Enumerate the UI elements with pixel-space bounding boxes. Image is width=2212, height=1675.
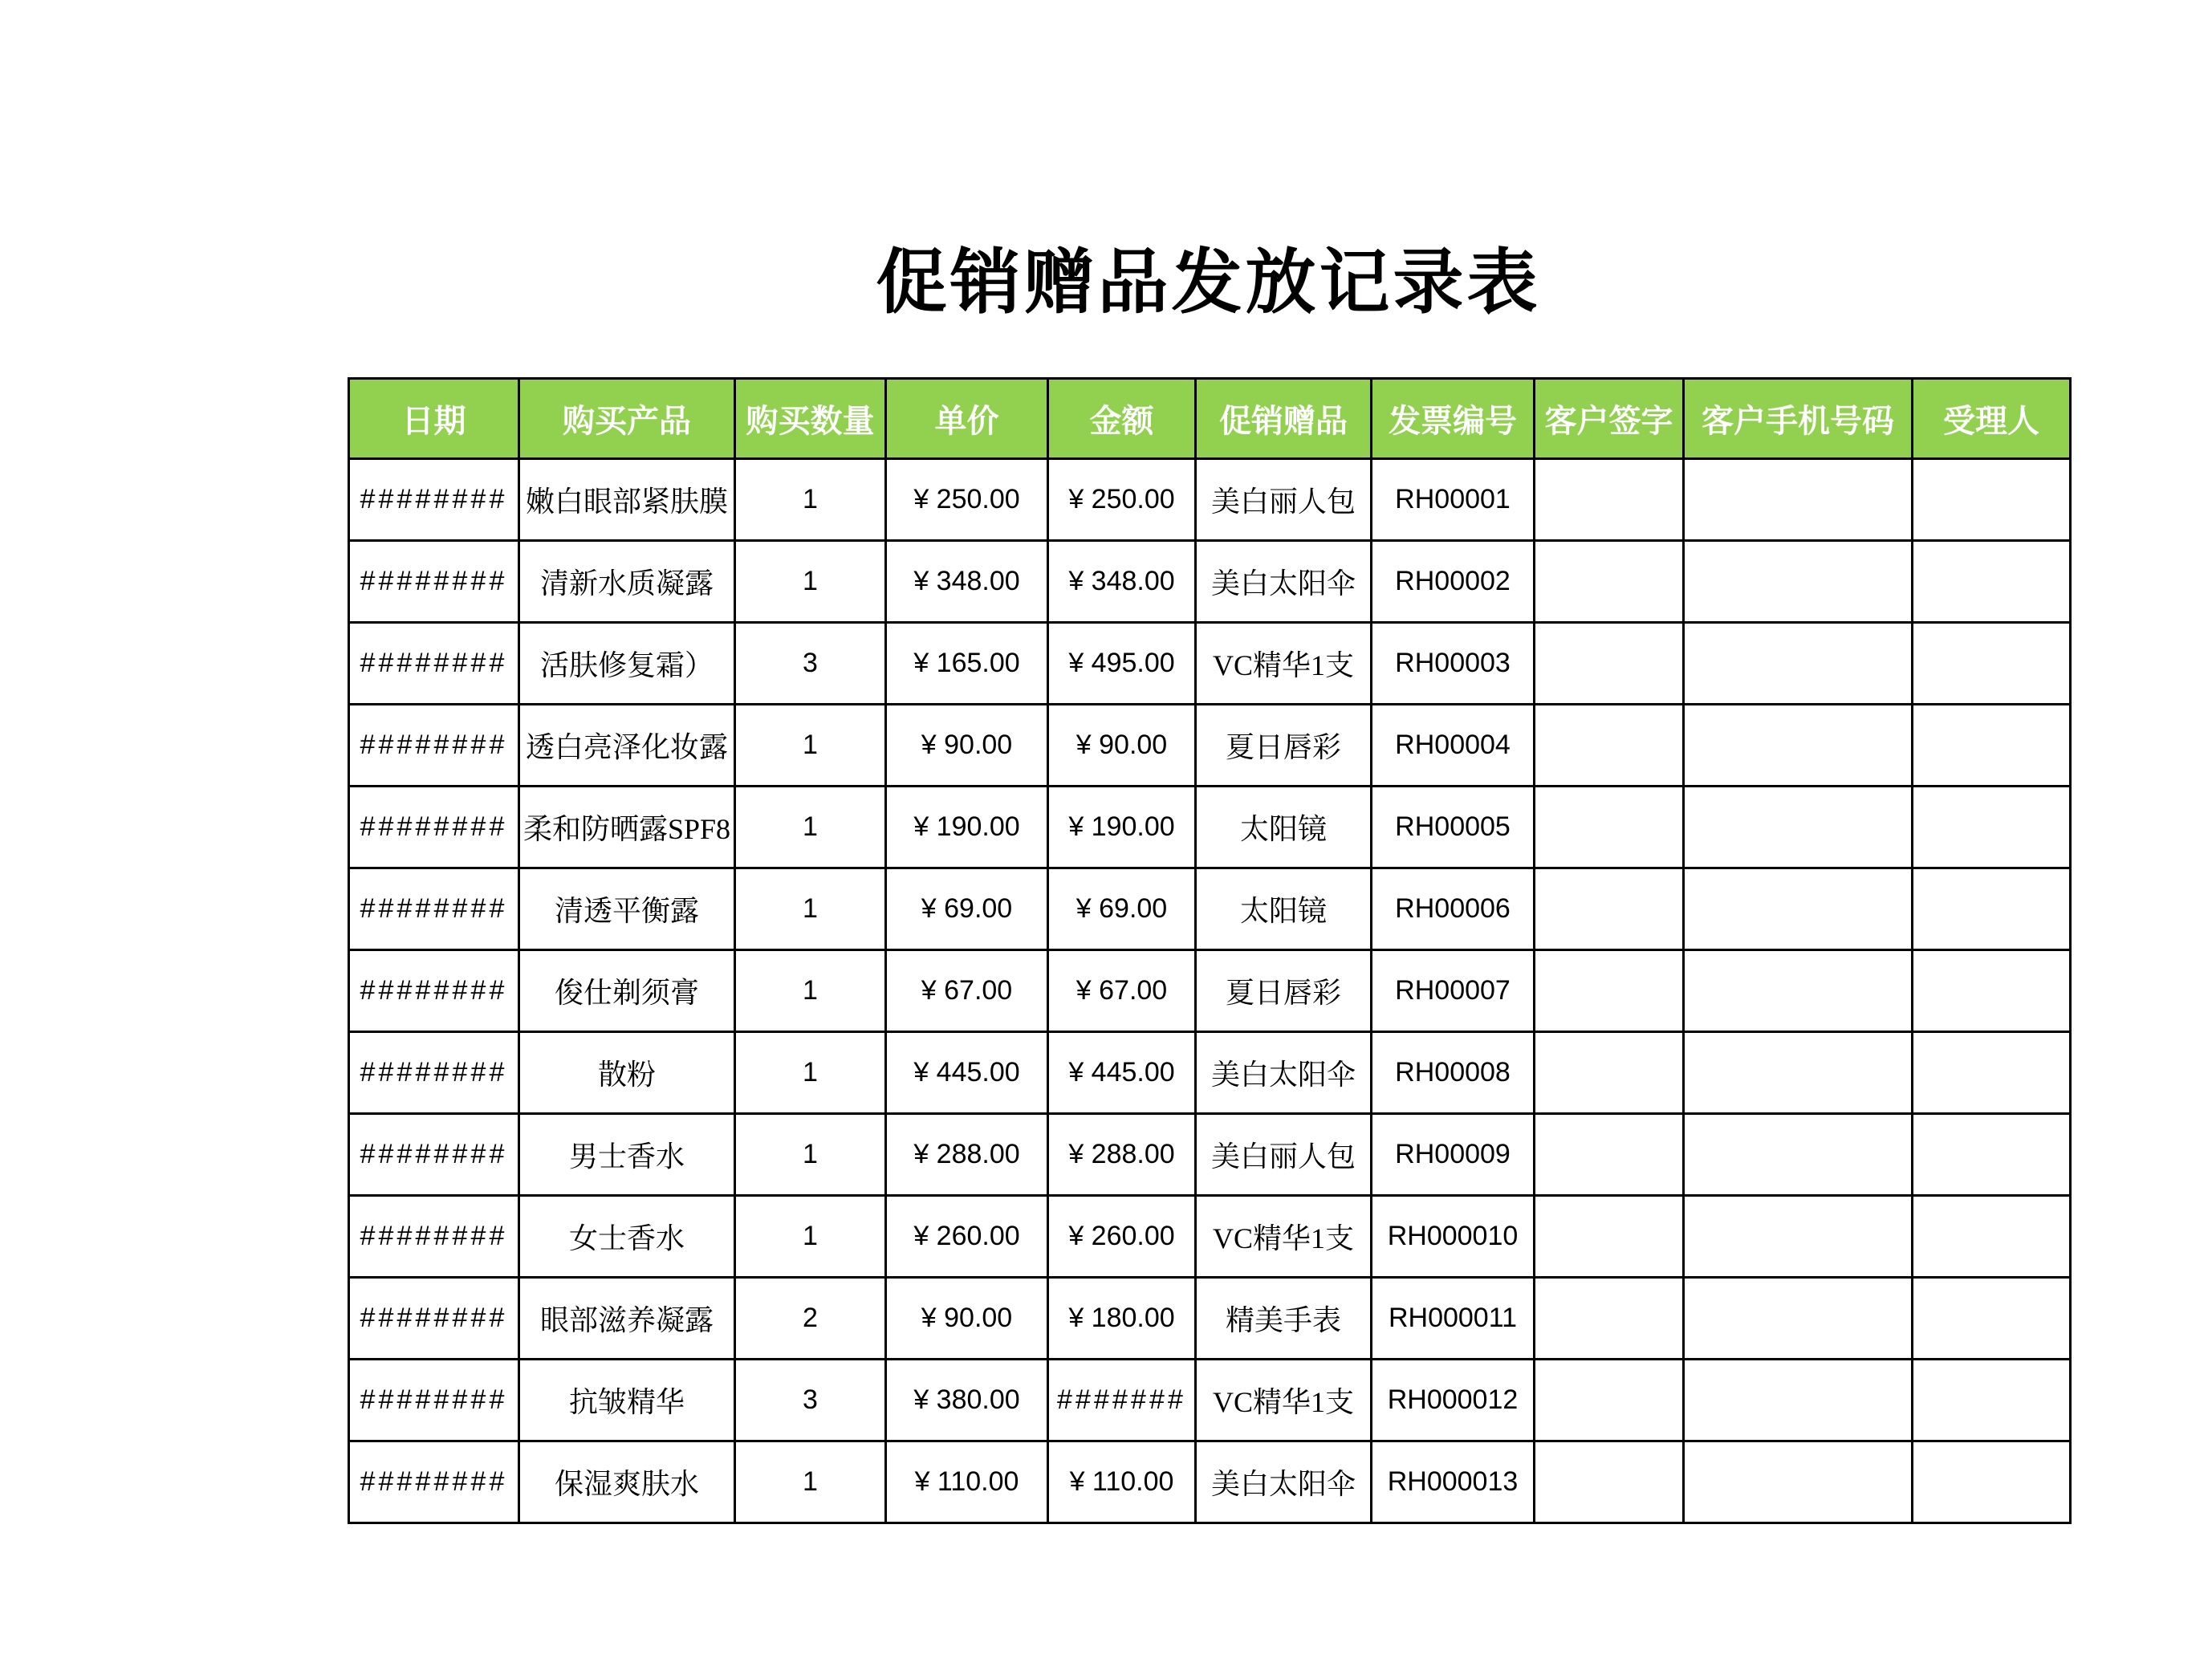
table-row [349, 1360, 2071, 1441]
cell-amount: ¥ 180.00 [1048, 1278, 1196, 1360]
table-row [349, 787, 2071, 868]
header-phone: 客户手机号码 [1684, 379, 1913, 459]
cell-gift: 美白丽人包 [1196, 1114, 1372, 1196]
page-title: 促销赠品发放记录表 [876, 242, 1541, 322]
cell-date: ######## [349, 1278, 519, 1360]
cell-invoice: RH00002 [1372, 541, 1535, 623]
cell-phone [1684, 950, 1913, 1032]
header-invoice: 发票编号 [1372, 379, 1535, 459]
cell-invoice: RH00005 [1372, 787, 1535, 868]
table-row [349, 1114, 2071, 1196]
cell-handler [1913, 868, 2071, 950]
cell-unit-price: ¥ 250.00 [886, 459, 1048, 541]
cell-handler [1913, 1032, 2071, 1114]
cell-gift: 太阳镜 [1196, 787, 1372, 868]
header-amount: 金额 [1048, 379, 1196, 459]
cell-invoice: RH000010 [1372, 1196, 1535, 1278]
cell-gift: 夏日唇彩 [1196, 950, 1372, 1032]
cell-gift: VC精华1支 [1196, 1196, 1372, 1278]
cell-invoice: RH00004 [1372, 705, 1535, 787]
cell-unit-price: ¥ 110.00 [886, 1441, 1048, 1523]
cell-signature [1535, 705, 1684, 787]
cell-date: ######## [349, 541, 519, 623]
table-row [349, 950, 2071, 1032]
cell-amount: ¥ 110.00 [1048, 1441, 1196, 1523]
cell-amount: ¥ 495.00 [1048, 623, 1196, 705]
cell-quantity: 1 [735, 1441, 886, 1523]
cell-handler [1913, 541, 2071, 623]
cell-unit-price: ¥ 90.00 [886, 1278, 1048, 1360]
cell-phone [1684, 1032, 1913, 1114]
cell-unit-price: ¥ 67.00 [886, 950, 1048, 1032]
cell-signature [1535, 1196, 1684, 1278]
cell-unit-price: ¥ 445.00 [886, 1032, 1048, 1114]
cell-product: 透白亮泽化妆露 [519, 705, 735, 787]
cell-invoice: RH00008 [1372, 1032, 1535, 1114]
cell-phone [1684, 1360, 1913, 1441]
cell-invoice: RH000013 [1372, 1441, 1535, 1523]
header-gift: 促销赠品 [1196, 379, 1372, 459]
cell-handler [1913, 623, 2071, 705]
cell-phone [1684, 868, 1913, 950]
cell-gift: 美白丽人包 [1196, 459, 1372, 541]
cell-product: 保湿爽肤水 [519, 1441, 735, 1523]
cell-date: ######## [349, 1441, 519, 1523]
cell-handler [1913, 1360, 2071, 1441]
cell-handler [1913, 787, 2071, 868]
cell-unit-price: ¥ 90.00 [886, 705, 1048, 787]
table-row [349, 1441, 2071, 1523]
cell-product: 抗皱精华 [519, 1360, 735, 1441]
cell-invoice: RH00001 [1372, 459, 1535, 541]
cell-unit-price: ¥ 69.00 [886, 868, 1048, 950]
cell-phone [1684, 1114, 1913, 1196]
header-date: 日期 [349, 379, 519, 459]
cell-unit-price: ¥ 380.00 [886, 1360, 1048, 1441]
cell-handler [1913, 950, 2071, 1032]
cell-date: ######## [349, 623, 519, 705]
cell-gift: VC精华1支 [1196, 1360, 1372, 1441]
cell-product: 活肤修复霜） [519, 623, 735, 705]
cell-amount: ¥ 250.00 [1048, 459, 1196, 541]
cell-invoice: RH00003 [1372, 623, 1535, 705]
cell-unit-price: ¥ 260.00 [886, 1196, 1048, 1278]
cell-unit-price: ¥ 190.00 [886, 787, 1048, 868]
cell-product: 清新水质凝露 [519, 541, 735, 623]
table-row [349, 705, 2071, 787]
cell-signature [1535, 787, 1684, 868]
cell-handler [1913, 1114, 2071, 1196]
table-row [349, 623, 2071, 705]
cell-handler [1913, 1441, 2071, 1523]
table-row [349, 1196, 2071, 1278]
cell-handler [1913, 705, 2071, 787]
cell-amount: ¥ 445.00 [1048, 1032, 1196, 1114]
table-row [349, 1278, 2071, 1360]
header-row [349, 379, 2071, 459]
cell-gift: VC精华1支 [1196, 623, 1372, 705]
cell-product: 柔和防晒露SPF8 [519, 787, 735, 868]
header-unit-price: 单价 [886, 379, 1048, 459]
cell-quantity: 1 [735, 787, 886, 868]
cell-date: ######## [349, 1114, 519, 1196]
cell-quantity: 1 [735, 541, 886, 623]
cell-handler [1913, 1196, 2071, 1278]
cell-date: ######## [349, 705, 519, 787]
cell-quantity: 1 [735, 1032, 886, 1114]
header-product: 购买产品 [519, 379, 735, 459]
cell-amount: ####### [1048, 1360, 1196, 1441]
cell-signature [1535, 1032, 1684, 1114]
cell-unit-price: ¥ 288.00 [886, 1114, 1048, 1196]
cell-product: 男士香水 [519, 1114, 735, 1196]
cell-invoice: RH00009 [1372, 1114, 1535, 1196]
cell-quantity: 3 [735, 623, 886, 705]
cell-date: ######## [349, 868, 519, 950]
cell-handler [1913, 1278, 2071, 1360]
cell-amount: ¥ 288.00 [1048, 1114, 1196, 1196]
cell-date: ######## [349, 787, 519, 868]
cell-signature [1535, 623, 1684, 705]
cell-quantity: 1 [735, 459, 886, 541]
cell-signature [1535, 1360, 1684, 1441]
record-table [348, 377, 2072, 1524]
cell-quantity: 1 [735, 1114, 886, 1196]
cell-quantity: 2 [735, 1278, 886, 1360]
cell-phone [1684, 705, 1913, 787]
header-signature: 客户签字 [1535, 379, 1684, 459]
cell-signature [1535, 1278, 1684, 1360]
cell-product: 嫩白眼部紧肤膜 [519, 459, 735, 541]
cell-phone [1684, 459, 1913, 541]
cell-amount: ¥ 90.00 [1048, 705, 1196, 787]
cell-signature [1535, 459, 1684, 541]
cell-amount: ¥ 348.00 [1048, 541, 1196, 623]
cell-date: ######## [349, 459, 519, 541]
cell-gift: 美白太阳伞 [1196, 1441, 1372, 1523]
cell-amount: ¥ 190.00 [1048, 787, 1196, 868]
cell-gift: 美白太阳伞 [1196, 1032, 1372, 1114]
cell-phone [1684, 1441, 1913, 1523]
cell-gift: 太阳镜 [1196, 868, 1372, 950]
cell-invoice: RH000011 [1372, 1278, 1535, 1360]
cell-quantity: 1 [735, 950, 886, 1032]
cell-phone [1684, 541, 1913, 623]
cell-amount: ¥ 67.00 [1048, 950, 1196, 1032]
cell-phone [1684, 623, 1913, 705]
cell-product: 女士香水 [519, 1196, 735, 1278]
table-row [349, 541, 2071, 623]
cell-quantity: 1 [735, 1196, 886, 1278]
cell-amount: ¥ 260.00 [1048, 1196, 1196, 1278]
cell-phone [1684, 1196, 1913, 1278]
cell-date: ######## [349, 950, 519, 1032]
table-row [349, 459, 2071, 541]
cell-signature [1535, 950, 1684, 1032]
cell-invoice: RH00007 [1372, 950, 1535, 1032]
cell-unit-price: ¥ 348.00 [886, 541, 1048, 623]
cell-date: ######## [349, 1196, 519, 1278]
cell-signature [1535, 1441, 1684, 1523]
cell-product: 眼部滋养凝露 [519, 1278, 735, 1360]
cell-gift: 精美手表 [1196, 1278, 1372, 1360]
cell-date: ######## [349, 1032, 519, 1114]
cell-signature [1535, 1114, 1684, 1196]
cell-amount: ¥ 69.00 [1048, 868, 1196, 950]
cell-signature [1535, 541, 1684, 623]
cell-product: 清透平衡露 [519, 868, 735, 950]
cell-quantity: 1 [735, 705, 886, 787]
cell-quantity: 3 [735, 1360, 886, 1441]
cell-invoice: RH00006 [1372, 868, 1535, 950]
cell-invoice: RH000012 [1372, 1360, 1535, 1441]
cell-unit-price: ¥ 165.00 [886, 623, 1048, 705]
cell-gift: 夏日唇彩 [1196, 705, 1372, 787]
cell-quantity: 1 [735, 868, 886, 950]
table-row [349, 1032, 2071, 1114]
cell-handler [1913, 459, 2071, 541]
cell-date: ######## [349, 1360, 519, 1441]
cell-phone [1684, 1278, 1913, 1360]
cell-product: 散粉 [519, 1032, 735, 1114]
table-row [349, 868, 2071, 950]
header-quantity: 购买数量 [735, 379, 886, 459]
cell-product: 俊仕剃须膏 [519, 950, 735, 1032]
header-handler: 受理人 [1913, 379, 2071, 459]
cell-phone [1684, 787, 1913, 868]
cell-signature [1535, 868, 1684, 950]
cell-gift: 美白太阳伞 [1196, 541, 1372, 623]
